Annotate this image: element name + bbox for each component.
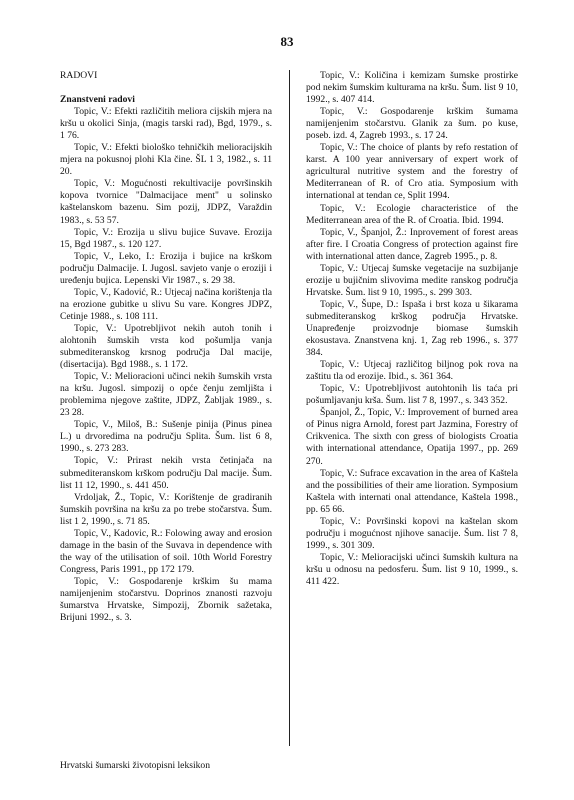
bibliography-entry: Topic, V.: Utjecaj različitog biljnog pok rova na zaštitu tla od erozije. Ibid., s. 361 364. — [306, 359, 518, 383]
section-title: RADOVI — [60, 70, 98, 81]
bibliography-entry: Topic, V.: Količina i kemizam šumske prostirke pod nekim šumskim kulturama na kršu. Šum. list 9 10, 1992., s. 407 414. — [306, 70, 518, 106]
bibliography-entry: Topic, V., Miloš, B.: Sušenje pinija (Pinus pinea L.) u drvoredima na području Splita. Šum. list 6 8, 1990., s. 273 283. — [60, 419, 272, 455]
right-column — [306, 70, 518, 588]
bibliography-entry: Topic, V.: Melioracioni učinci nekih šumskih vrsta na kršu. Jugosl. simpozij o opće čenju zemljišta i problemima njegove zaštite, JDPZ, Žabljak 1989., s. 23 28. — [60, 371, 272, 419]
bibliography-entry: Topic, V., Leko, I.: Erozija i bujice na krškom području Dalmacije. I. Jugosl. savjeto vanje o eroziji i uređenju bujica. Lepenski Vir 1987., s. 29 38. — [60, 250, 272, 286]
column-divider — [289, 70, 290, 746]
bibliography-entry: Topic, V.: Sufrace excavation in the area of Kaštela and the possibilities of their ame lioration. Symposium Kaštela with internati onal attendance, Kaštela 1998., pp. 65 66. — [306, 467, 518, 515]
bibliography-entry: Topic, V.: Melioracijski učinci šumskih kultura na kršu u odnosu na pedosferu. Šum. list 9 10, 1999., s. 411 422. — [306, 551, 518, 587]
bibliography-entry: Topic, V., Kadovic, R.: Folowing away and erosion damage in the basin of the Suvava in dependence with the way of the utilisation of soil. 10th World Forestry Congress, Paris 1991., pp 172 179. — [60, 527, 272, 575]
bibliography-entry: Topic, V.: Mogućnosti rekultivacije površinskih kopova tvornice "Dalmacijace ment" u solinsko kaštelanskom bazenu. Sim pozij, JDPZ, Varaždin 1983., s. 53 57. — [60, 178, 272, 226]
running-footer: Hrvatski šumarski životopisni leksikon — [60, 760, 211, 771]
bibliography-entry: Topic, V.: The choice of plants by refo restation of karst. A 100 year anniversary of expert work of agricultural nutritive system and the forestry of Mediterranean of R. of Cro atia. Symposium with international at tendan ce, Split 1994. — [306, 142, 518, 202]
bibliography-entry: Topic, V., Kadović, R.: Utjecaj načina korištenja tla na erozione gubitke u slivu Su vare. Kongres JDPZ, Cetinje 1988., s. 108 111. — [60, 286, 272, 322]
left-column — [60, 70, 272, 624]
bibliography-entry: Topic, V.: Gospodarenje krškim šumama namijenjenim stočarstvu. Glanik za šum. po kuse, poseb. izd. 4, Zagreb 1993., s. 17 24. — [306, 106, 518, 142]
page-number: 83 — [280, 34, 294, 49]
bibliography-entry: Topic, V.: Efekti biološko tehničkih melioracijskih mjera na pokusnoj plohi Kla čine. ŠL 1 3, 1982., s. 11 20. — [60, 142, 272, 178]
bibliography-entry: Španjol, Ž., Topic, V.: Improvement of burned area of Pinus nigra Arnold, forest part Jazmina, Forestry of Crikvenica. The sixth con gress of biologists Croatia with international attendance, Opatija 1997., pp. 269 270. — [306, 407, 518, 467]
bibliography-entry: Topic, V., Šupe, D.: Ispaša i brst koza u šikarama submediteranskog krškog područja Hrvatske. Unapređenje proizvodnje biomase šumskih ekosustava. Znanstvena knj. 1, Zag reb 1996., s. 377 384. — [306, 298, 518, 359]
bibliography-entry: Topic, V.: Upotrebljivost autohtonih lis taća pri pošumljavanju krša. Šum. list 7 8, 1997., s. 343 352. — [306, 383, 518, 407]
bibliography-entry: Topic, V.: Utjecaj šumske vegetacije na suzbijanje erozije u bujičnim slivovima medite ranskog područja Hrvatske. Šum. list 9 10, 1995., s. 299 303. — [306, 262, 518, 298]
bibliography-entry: Topic, V.: Efekti različitih meliora cijskih mjera na kršu u okolici Sinja, (magis tarski rad), Bgd, 1979., s. 1 76. — [60, 106, 272, 142]
bibliography-entry: Vrdoljak, Ž., Topic, V.: Korištenje de gradiranih šumskih površina na kršu za po trebe stočarstva. Šum. list 1 2, 1990., s. 71 85. — [60, 491, 272, 527]
bibliography-entry: Topic, V.: Upotrebljivot nekih autoh tonih i alohtonih šumskih vrsta kod pošumlja vanja submediteranskog krsnog područja Dal macije, (disertacija). Bgd 1988., s. 1 172. — [60, 322, 272, 371]
bibliography-entry: Topic, V.: Prirast nekih vrsta četinjača na submediteranskom krškom području Dal macije. Šum. list 11 12, 1990., s. 441 450. — [60, 455, 272, 491]
subsection-title: Znanstveni radovi — [60, 94, 135, 106]
bibliography-entry: Topic, V.: Gospodarenje krškim šu mama namijenjenim stočarstvu. Doprinos znanosti razvoju šumarstva Hrvatske, Simpozij, Zbornik sažetaka, Brijuni 1992., s. 3. — [60, 575, 272, 624]
bibliography-entry: Topic, V.: Površinski kopovi na kaštelan skom području i mogućnost njihove sanacije. Šum. list 7 8, 1999., s. 301 309. — [306, 515, 518, 551]
bibliography-entry: Topic, V., Španjol, Ž.: Inprovement of forest areas after fire. I Croatia Congress of protection against fire with international atten dance, Zagreb 1995., p. 8. — [306, 226, 518, 262]
bibliography-entry: Topic, V.: Ecologie characteristice of the Mediterranean area of the R. of Croatia. Ibid. 1994. — [306, 202, 518, 226]
bibliography-entry: Topic, V.: Erozija u slivu bujice Suvave. Erozija 15, Bgd 1987., s. 120 127. — [60, 226, 272, 250]
